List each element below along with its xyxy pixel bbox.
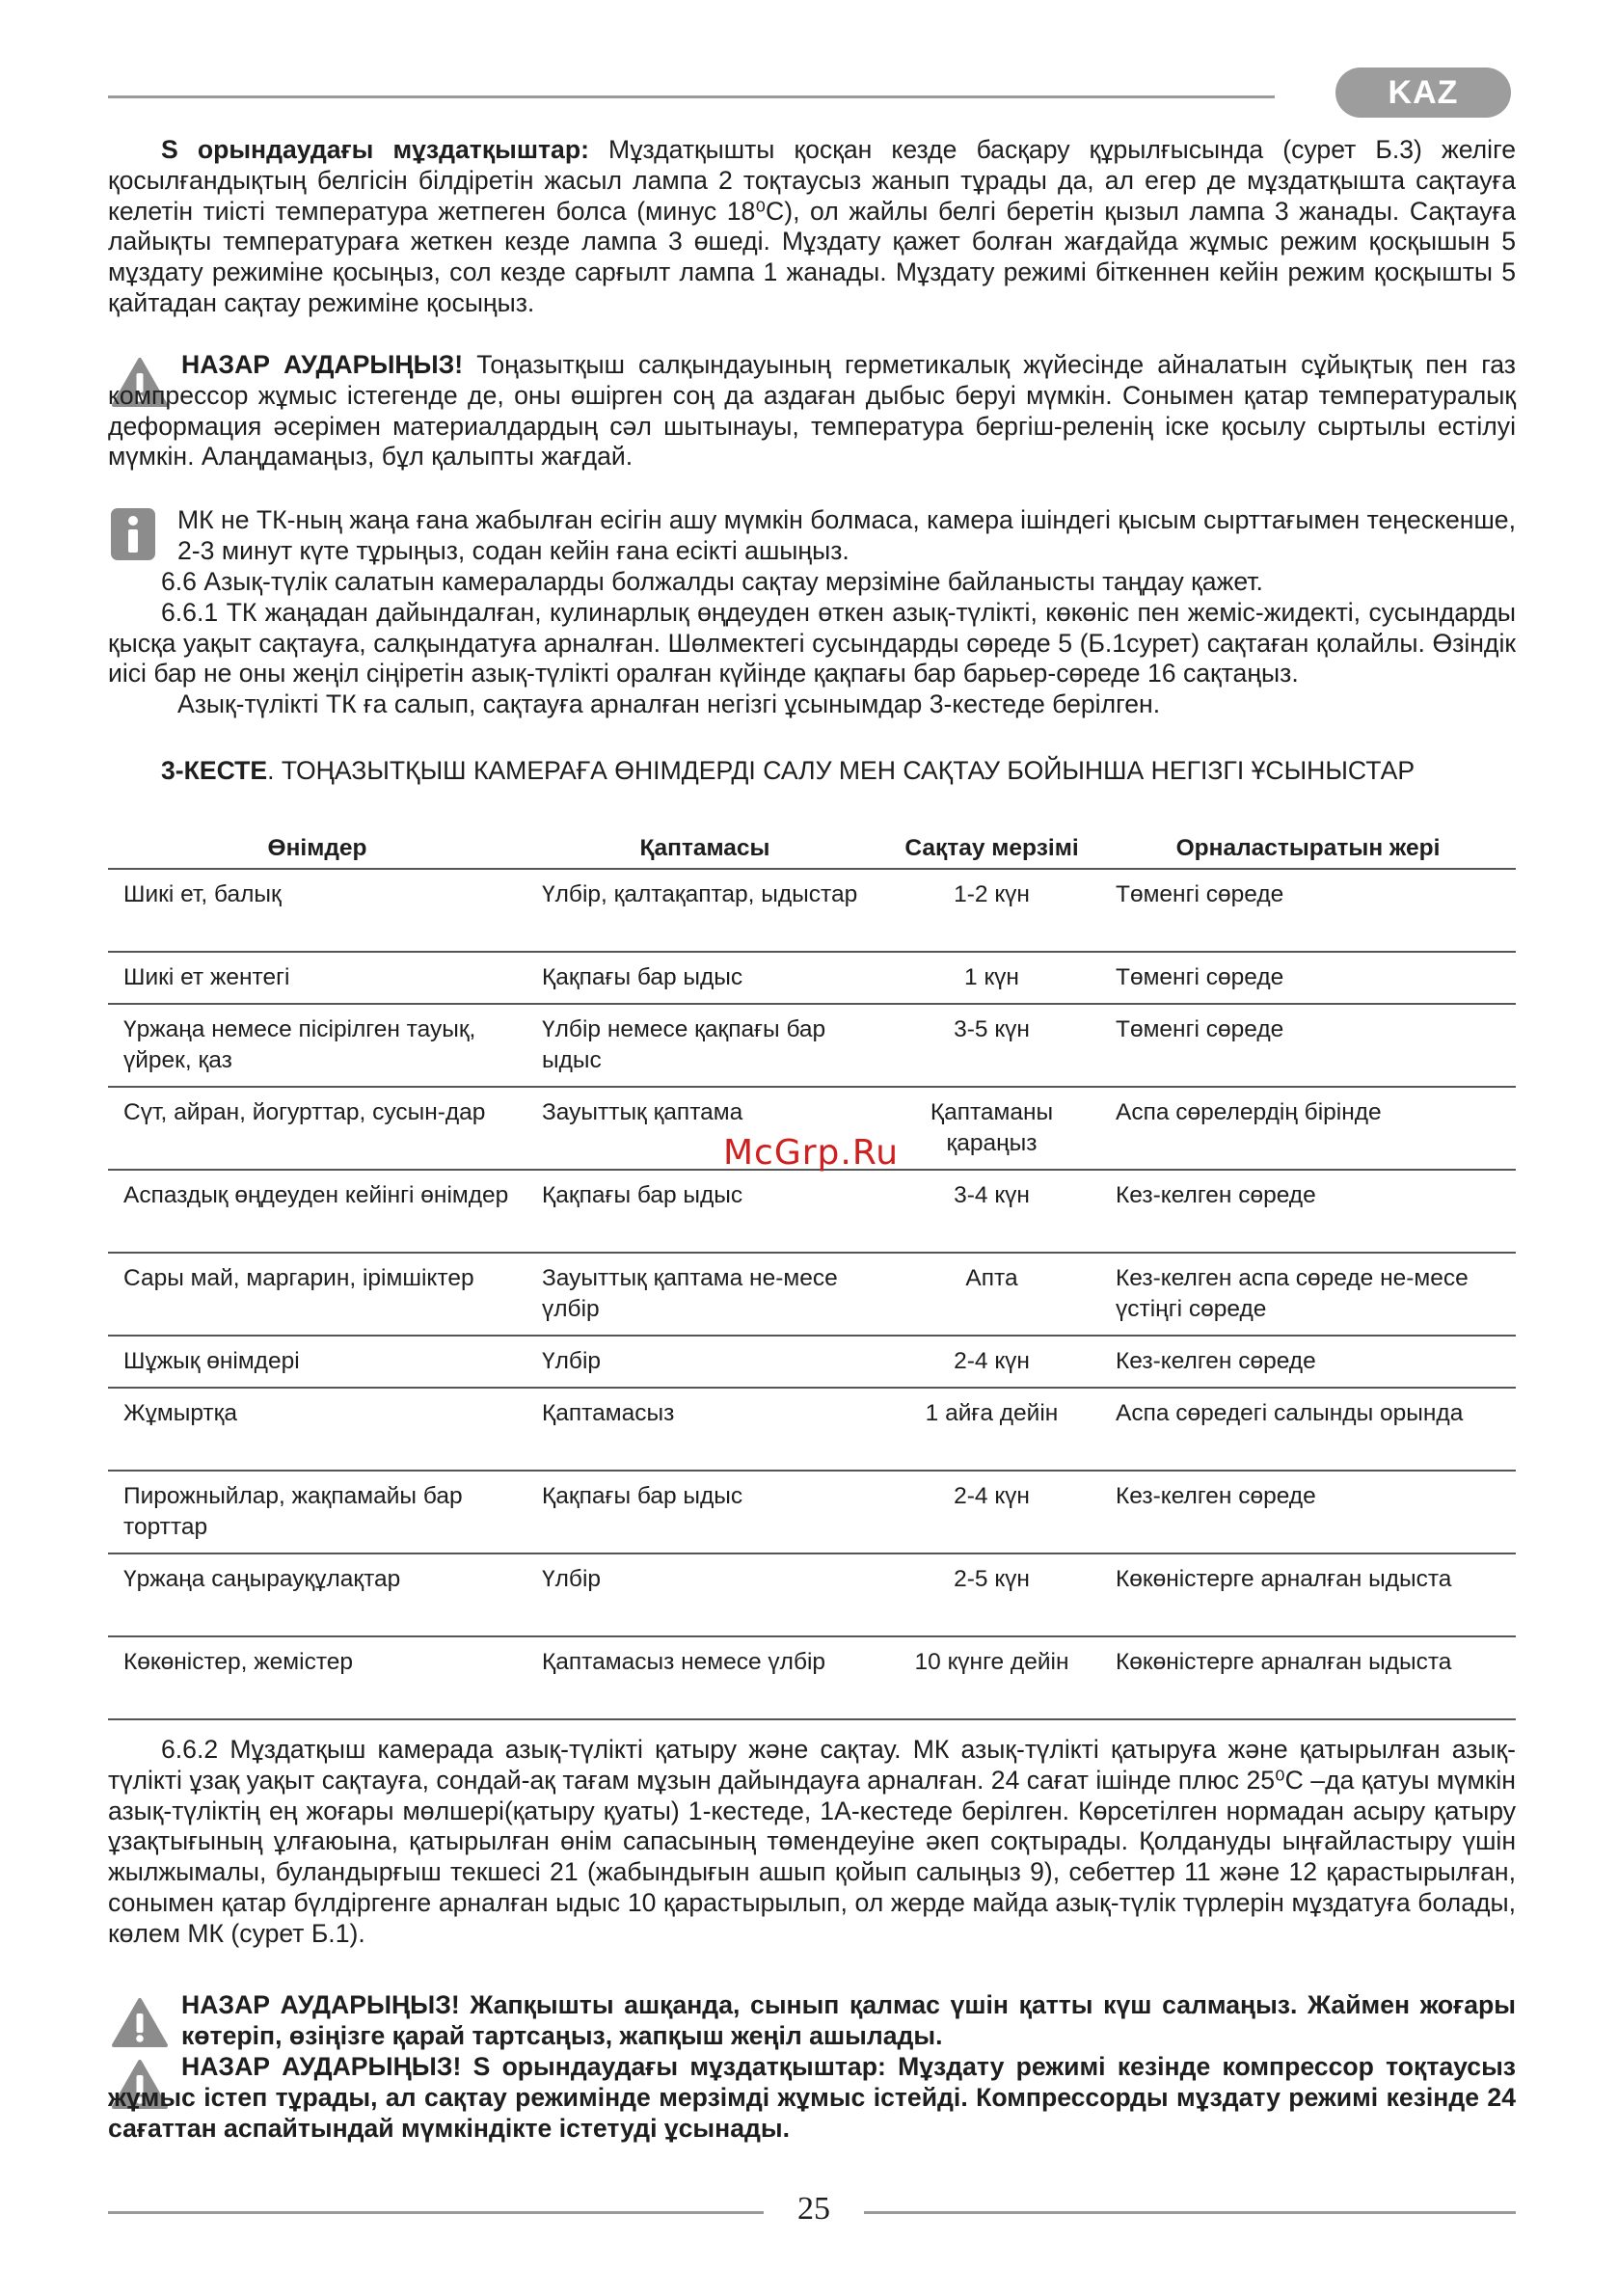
warning-3-text: НАЗАР АУДАРЫҢЫЗ! S орындаудағы мұздатқыштар: Мұздату режимі кезінде компрессор тоқтаусыз жұмыс істеп тұрады, ал сақтау режимінде мерзімді жұмыс істейді. Компрессорды мұздату режимі кезінде 24 сағаттан аспайтындай мүмкіндікте істетуді ұсынады. <box>108 2052 1516 2143</box>
section-6-6 <box>108 567 1516 720</box>
warning-1-text: Тоңазытқыш салқындауының герметикалық жүйесінде айналатын сұйықтық пен газ компрессор жұмыс істегенде де, оны өшірген соң да аздаған дыбыс беруі мүмкін. Сонымен қатар температуралық деформация әсерімен материалдардың сәл шытынауы, температура бергіш-реленің іске қосылу сыртылы естілуі мүмкін. Алаңдамаңыз, бұл қалыпты жағдай. <box>108 350 1516 472</box>
para-recommendations: Азық-түлікті ТК ға салып, сақтауға арналған негізгі ұсынымдар 3-кестеде берілген. <box>177 689 1161 719</box>
table-cell-packaging: Қаптамасыз немесе үлбір <box>526 1636 883 1719</box>
table-header-cell: Қаптамасы <box>526 829 883 869</box>
header-rule <box>108 95 1275 98</box>
para-6-6-1: 6.6.1 ТК жаңадан дайындалған, кулинарлық өңдеуден өткен азық-түлікті, көкөніс пен жеміс-жидекті, сусындарды қысқа уақыт сақтауға, салқындатуға арналған. Шөлмектегі сусындарды сөреде 5 (Б.1сурет) сақтаған қолайлы. Өзіндік иісі бар не оны жеңіл сіңіретін азық-түлікті оралған күйінде қақпағы бар барьер-сөреде 16 сақтаңыз. <box>108 597 1516 689</box>
watermark: McGrp.Ru <box>723 1133 900 1173</box>
table-cell-product: Үржаңа саңырауқұлақтар <box>108 1553 526 1636</box>
table-row <box>108 1636 1516 1719</box>
table-cell-location: Төменгі сөреде <box>1100 1004 1516 1087</box>
intro-lead: S орындаудағы мұздатқыштар: <box>161 135 589 164</box>
intro-text: Мұздатқышты қосқан кезде басқару құрылғысында (сурет Б.3) желіге қосылғандықтың белгісін білдіретін жасыл лампа 2 тоқтаусыз жанып тұрады да, ал егер де мұздатқышта сақтауға келетін тиісті температура жетпеген болса (минус 18⁰С), ол жайлы белгі беретін қызыл лампа 3 жанады. Сақтауға лайықты температураға жеткен кезде лампа 3 өшеді. Мұздату қажет болған жағдайда жұмыс режим қосқышын 5 мұздату режиміне қосыңыз, сол кезде сарғылт лампа 1 жанады. Мұздату режимі біткеннен кейін режим қосқышты 5 қайтадан сақтау режиміне қосыңыз. <box>108 135 1516 317</box>
table-cell-product: Сары май, маргарин, ірімшіктер <box>108 1253 526 1336</box>
table-caption-label: 3-КЕСТЕ <box>161 756 268 785</box>
section-6-6-2 <box>108 1735 1516 1950</box>
table-cell-term: 1 айға дейін <box>883 1388 1100 1471</box>
table-cell-packaging: Үлбір <box>526 1336 883 1388</box>
warning-paragraph-2 <box>108 1990 1516 2052</box>
table-cell-product: Сүт, айран, йогурттар, сусын-дар <box>108 1087 526 1170</box>
table-row <box>108 1388 1516 1471</box>
table-row <box>108 1004 1516 1087</box>
table-cell-packaging: Қақпағы бар ыдыс <box>526 1471 883 1553</box>
table-row <box>108 1471 1516 1553</box>
storage-table <box>108 829 1516 1720</box>
table-cell-packaging: Үлбір <box>526 1553 883 1636</box>
table-cell-product: Аспаздық өңдеуден кейінгі өнімдер <box>108 1170 526 1253</box>
table-cell-term: 1-2 күн <box>883 869 1100 952</box>
table-cell-product: Пирожныйлар, жақпамайы бар торттар <box>108 1471 526 1553</box>
table-cell-product: Көкөністер, жемістер <box>108 1636 526 1719</box>
info-paragraph-1 <box>108 505 1516 567</box>
table-cell-location: Көкөністерге арналған ыдыста <box>1100 1553 1516 1636</box>
table-header-cell: Сақтау мерзімі <box>883 829 1100 869</box>
table-cell-term: 2-4 күн <box>883 1471 1100 1553</box>
table-cell-term: 2-4 күн <box>883 1336 1100 1388</box>
table-caption-title: . ТОҢАЗЫТҚЫШ КАМЕРАҒА ӨНІМДЕРДІ САЛУ МЕН САҚТАУ БОЙЫНША НЕГІЗГІ ҰСЫНЫСТАР <box>267 756 1416 785</box>
footer-rule-left <box>108 2211 764 2214</box>
table-row <box>108 1170 1516 1253</box>
table-row <box>108 1336 1516 1388</box>
table-cell-product: Шикі ет жентегі <box>108 952 526 1004</box>
warning-1-lead: НАЗАР АУДАРЫҢЫЗ! <box>181 350 464 379</box>
table-cell-term: 3-5 күн <box>883 1004 1100 1087</box>
table-cell-location: Кез-келген сөреде <box>1100 1471 1516 1553</box>
footer-rule-right <box>864 2211 1516 2214</box>
para-6-6-2: 6.6.2 Мұздатқыш камерада азық-түлікті қатыру және сақтау. МК азық-түлікті қатыруға және қатырылған азық-түлікті ұзақ уақыт сақтауға, сондай-ақ тағам мұзын дайындауға арналған. 24 сағат ішінде плюс 25⁰С –да қатуы мүмкін азық-түліктің ең жоғары мөлшері(қатыру қуаты) 1-кестеде, 1А-кестеде берілген. Көрсетілген нормадан асыру қатыру ұзақтығының ұлғаюына, қатырылған өнім сапасының төмендеуіне әкеп соқтырады. Қолдануды ыңғайластыру үшін жылжымалы, буландырғыш текшесі 21 (жабындығын ашып қойып салыңыз 9), себеттер 11 және 12 қарастырылған, сонымен қатар бүлдіргенге арналған ыдыс 10 қарастырылып, ол жерде майда азық-түлік түрлерін мұздатуға болады, көлем МК (сурет Б.1). <box>108 1735 1516 1948</box>
table-header-cell: Өнімдер <box>108 829 526 869</box>
table-cell-packaging: Қақпағы бар ыдыс <box>526 952 883 1004</box>
table-cell-packaging: Қақпағы бар ыдыс <box>526 1170 883 1253</box>
language-badge: KAZ <box>1335 68 1511 118</box>
table-cell-packaging: Зауыттық қаптама не-месе үлбір <box>526 1253 883 1336</box>
info-1-text: МК не ТК-ның жаңа ғана жабылған есігін ашу мүмкін болмаса, камера ішіндегі қысым сырттағымен теңескенше, 2-3 минут күте тұрыңыз, содан кейін ғана есікті ашыңыз. <box>177 505 1516 565</box>
warning-2-text: НАЗАР АУДАРЫҢЫЗ! Жапқышты ашқанда, сынып қалмас үшін қатты күш салмаңыз. Жаймен жоғары көтеріп, өзіңізге қарай тартсаңыз, жапқыш жеңіл ашылады. <box>181 1990 1516 2050</box>
table-header-row <box>108 829 1516 869</box>
table-cell-packaging: Зауыттық қаптама <box>526 1087 883 1170</box>
table-cell-product: Шикі ет, балық <box>108 869 526 952</box>
table-row <box>108 1553 1516 1636</box>
para-6-6: 6.6 Азық-түлік салатын камераларды болжалды сақтау мерзіміне байланысты таңдау қажет. <box>161 567 1263 596</box>
table-caption <box>108 756 1516 787</box>
table-cell-term: 3-4 күн <box>883 1170 1100 1253</box>
table-cell-location: Аспа сөредегі салынды орында <box>1100 1388 1516 1471</box>
table-row <box>108 869 1516 952</box>
page-number: 25 <box>797 2191 830 2227</box>
table-cell-location: Кез-келген сөреде <box>1100 1170 1516 1253</box>
table-row <box>108 952 1516 1004</box>
table-cell-term: 2-5 күн <box>883 1553 1100 1636</box>
table-cell-location: Төменгі сөреде <box>1100 952 1516 1004</box>
table-cell-term: 10 күнге дейін <box>883 1636 1100 1719</box>
table-cell-packaging: Қаптамасыз <box>526 1388 883 1471</box>
intro-paragraph <box>108 135 1516 319</box>
table-cell-location: Аспа сөрелердің бірінде <box>1100 1087 1516 1170</box>
table-cell-term: Апта <box>883 1253 1100 1336</box>
warning-paragraph-3 <box>108 2052 1516 2144</box>
table-cell-location: Кез-келген аспа сөреде не-месе үстіңгі сөреде <box>1100 1253 1516 1336</box>
table-cell-product: Үржаңа немесе пісірілген тауық, үйрек, қаз <box>108 1004 526 1087</box>
table-header-cell: Орналастыратын жері <box>1100 829 1516 869</box>
table-cell-product: Шұжық өнімдері <box>108 1336 526 1388</box>
table-cell-packaging: Үлбір немесе қақпағы бар ыдыс <box>526 1004 883 1087</box>
warning-paragraph-1 <box>108 350 1516 473</box>
table-cell-term: 1 күн <box>883 952 1100 1004</box>
table-row <box>108 1253 1516 1336</box>
table-cell-location: Төменгі сөреде <box>1100 869 1516 952</box>
table-cell-location: Көкөністерге арналған ыдыста <box>1100 1636 1516 1719</box>
table-cell-location: Кез-келген сөреде <box>1100 1336 1516 1388</box>
table-cell-term: Қаптаманы қараңыз <box>883 1087 1100 1170</box>
table-cell-packaging: Үлбір, қалтақаптар, ыдыстар <box>526 869 883 952</box>
table-cell-product: Жұмыртқа <box>108 1388 526 1471</box>
